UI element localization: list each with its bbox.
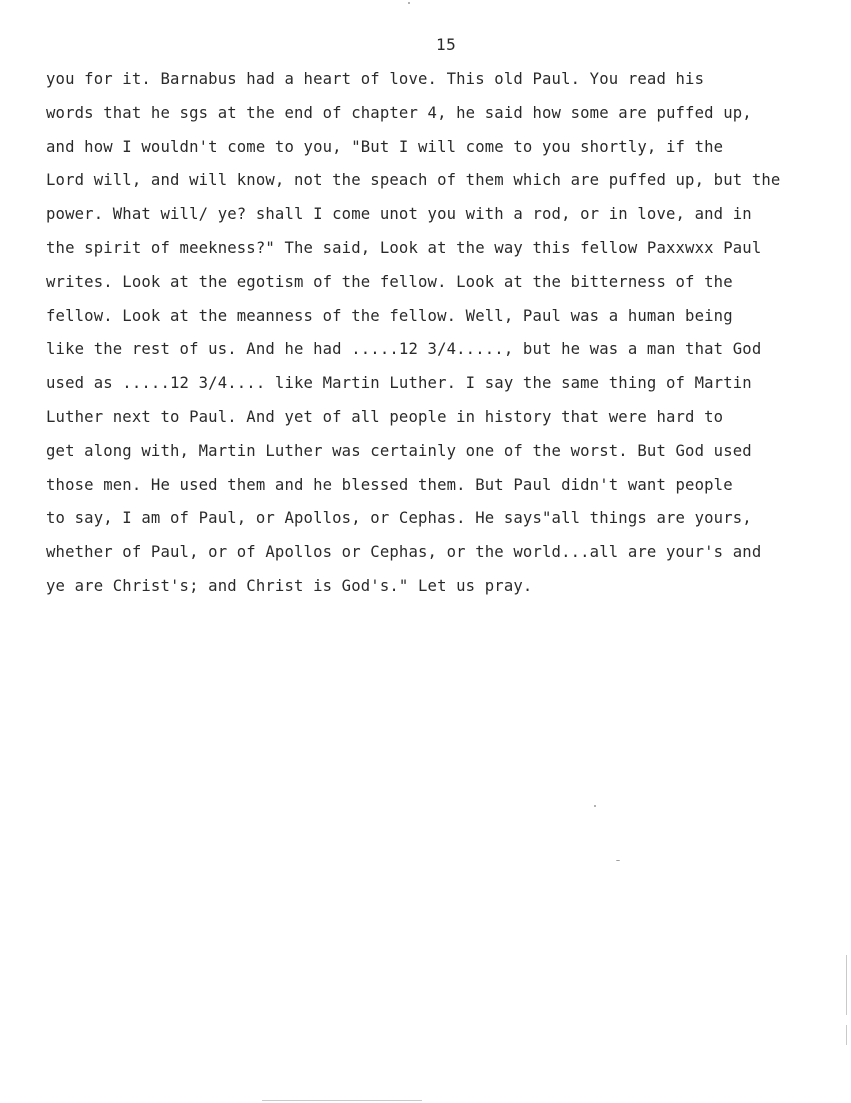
page-number: 15 — [436, 35, 457, 54]
scan-speck — [594, 805, 596, 807]
text-line: used as .....12 3/4.... like Martin Luther. I say the same thing of Martin — [46, 374, 752, 393]
text-line: Luther next to Paul. And yet of all people in history that were hard to — [46, 407, 724, 426]
text-line: those men. He used them and he blessed them. But Paul didn't want people — [46, 475, 733, 494]
text-line: to say, I am of Paul, or Apollos, or Cephas. He says"all things are yours, — [46, 509, 752, 528]
text-line: like the rest of us. And he had .....12 3/4....., but he was a man that God — [46, 340, 762, 359]
text-line: writes. Look at the egotism of the fellow. Look at the bitterness of the — [46, 272, 733, 291]
text-line: ye are Christ's; and Christ is God's." Let us pray. — [46, 576, 533, 595]
text-line: fellow. Look at the meanness of the fellow. Well, Paul was a human being — [46, 306, 733, 325]
text-line: Lord will, and will know, not the speach of them which are puffed up, but the — [46, 171, 781, 190]
scan-edge-mark — [846, 1025, 847, 1045]
text-line: the spirit of meekness?" The said, Look at the way this fellow Paxxwxx Paul — [46, 238, 762, 257]
text-line: whether of Paul, or of Apollos or Cephas, or the world...all are your's and — [46, 543, 762, 562]
text-line: words that he sgs at the end of chapter 4, he said how some are puffed up, — [46, 103, 752, 122]
text-line: and how I wouldn't come to you, "But I will come to you shortly, if the — [46, 137, 724, 156]
scan-edge-mark — [846, 955, 847, 1015]
text-line: power. What will/ ye? shall I come unot you with a rod, or in love, and in — [46, 205, 752, 224]
typed-text-body — [46, 66, 836, 607]
scan-speck — [408, 2, 410, 4]
scan-edge-mark — [262, 1100, 422, 1101]
scan-speck — [616, 860, 620, 861]
text-line: you for it. Barnabus had a heart of love. This old Paul. You read his — [46, 70, 705, 88]
text-line: get along with, Martin Luther was certainly one of the worst. But God used — [46, 441, 752, 460]
